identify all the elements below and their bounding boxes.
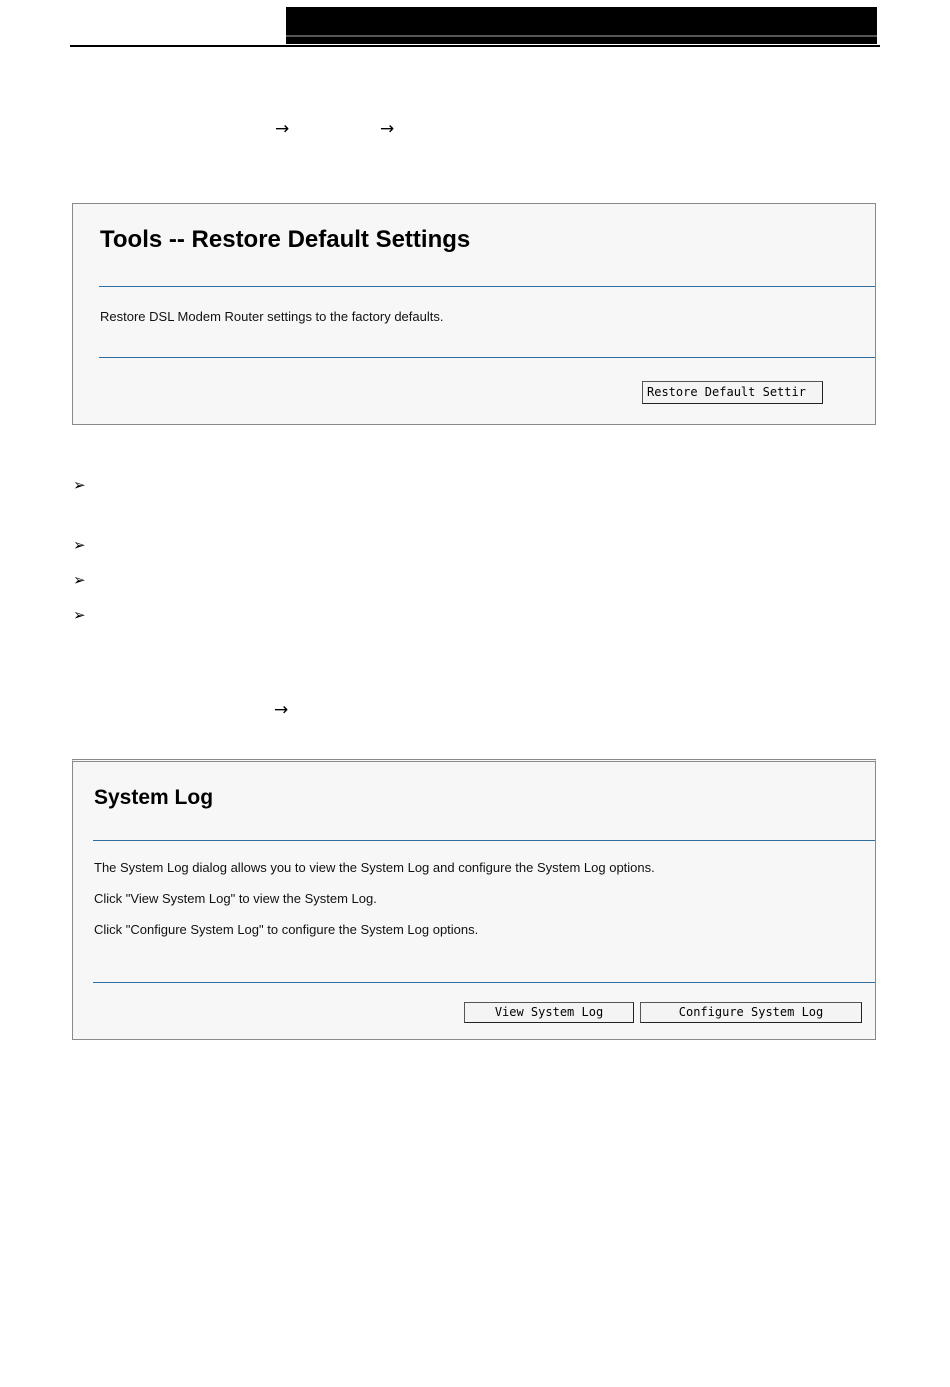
divider — [93, 982, 875, 983]
bullet-icon: ➢ — [73, 476, 86, 494]
bullet-icon: ➢ — [73, 536, 86, 554]
nav-arrow-icon: → — [275, 119, 290, 139]
divider — [99, 357, 875, 358]
divider — [93, 840, 875, 841]
restore-default-settings-button[interactable]: Restore Default Settir — [642, 381, 823, 404]
nav-arrow-icon: → — [380, 119, 395, 139]
divider — [99, 286, 875, 287]
header-bar-line — [286, 35, 877, 37]
nav-arrow-icon: → — [274, 700, 289, 720]
panel-title: System Log — [94, 786, 214, 809]
panel-description: Restore DSL Modem Router settings to the factory defaults. — [100, 309, 444, 324]
panel-text-line: Click "Configure System Log" to configure the System Log options. — [94, 922, 479, 937]
page-header-bar — [286, 7, 877, 44]
panel-title: Tools -- Restore Default Settings — [100, 226, 471, 253]
view-system-log-button[interactable]: View System Log — [464, 1002, 634, 1023]
restore-default-settings-panel — [72, 203, 876, 425]
system-log-panel — [72, 759, 876, 1040]
header-rule — [70, 45, 880, 47]
panel-text-line: The System Log dialog allows you to view the System Log and configure the System Log options. — [94, 860, 655, 875]
bullet-icon: ➢ — [73, 571, 86, 589]
panel-text-line: Click "View System Log" to view the System Log. — [94, 891, 377, 906]
bullet-icon: ➢ — [73, 606, 86, 624]
configure-system-log-button[interactable]: Configure System Log — [640, 1002, 862, 1023]
